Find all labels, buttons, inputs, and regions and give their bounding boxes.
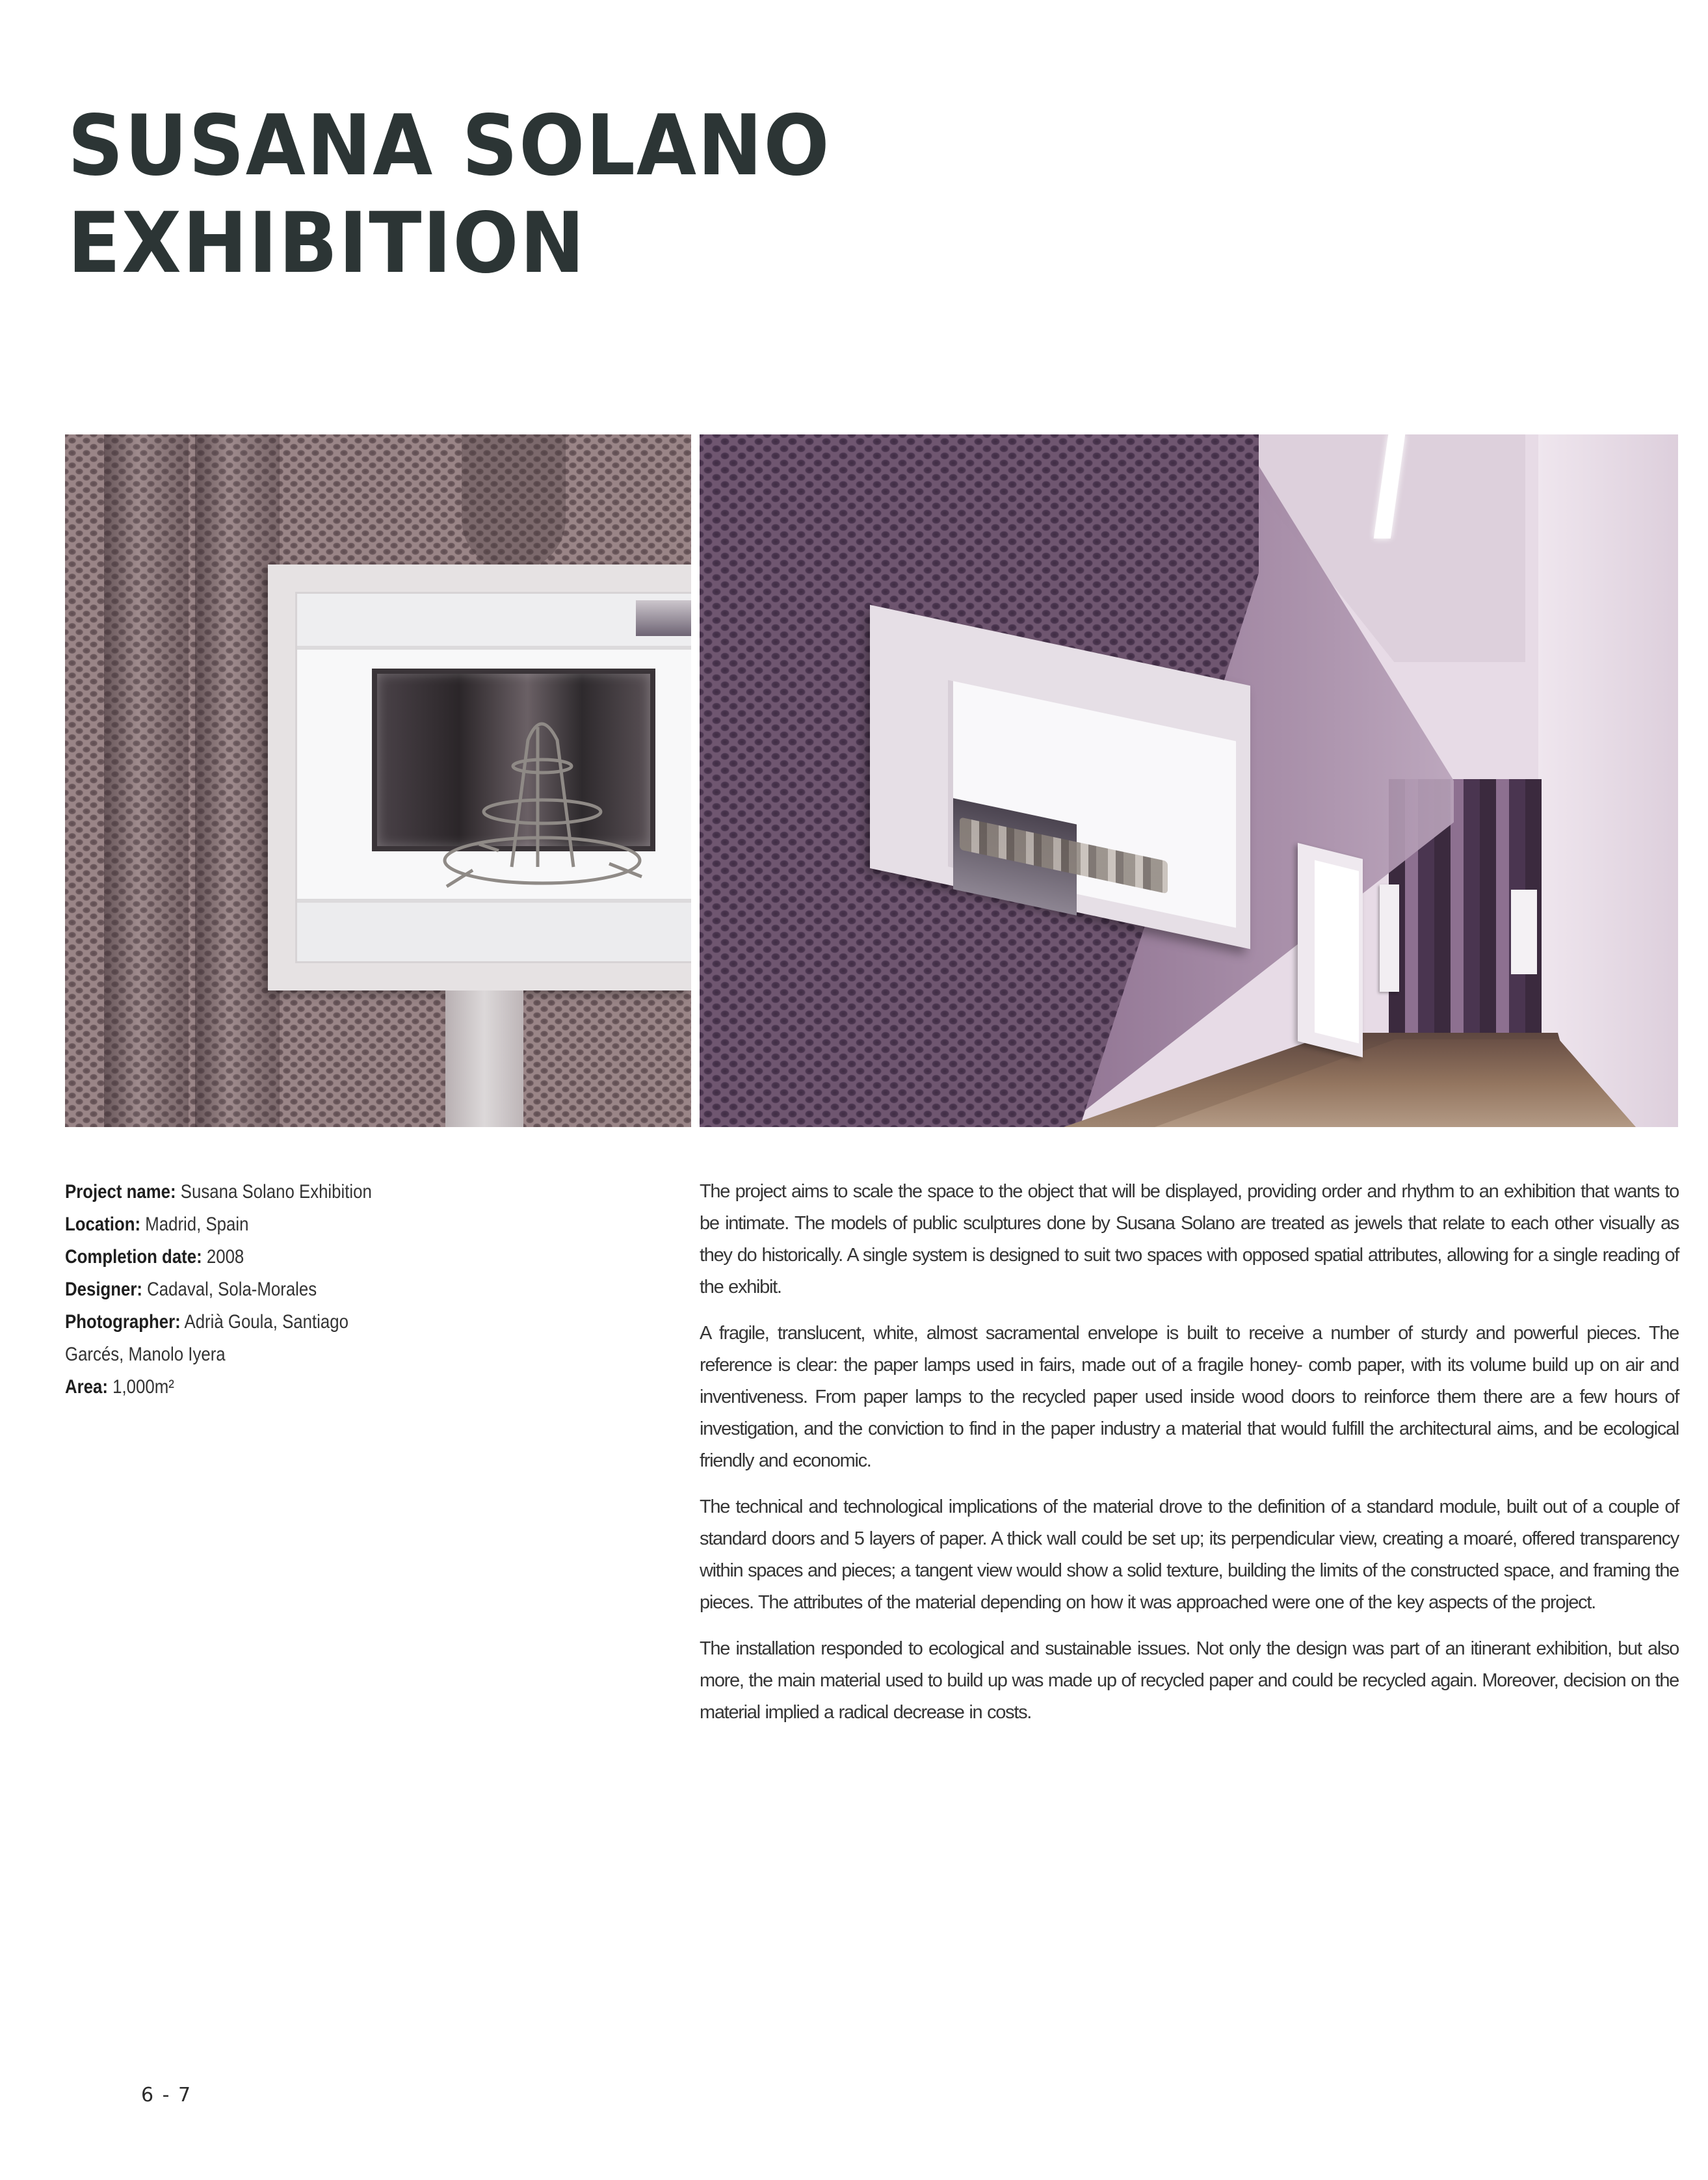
- photo-gallery-corridor: [700, 434, 1678, 1127]
- white-wall: [1538, 434, 1678, 1127]
- display-case: [268, 565, 691, 990]
- title-line-1: SUSANA SOLANO: [68, 98, 831, 194]
- display-case-distant: [1380, 884, 1399, 992]
- paragraph: The installation responded to ecological and sustainable issues. Not only the design was part of an itinerant exhibition, but also more, the main material used to build up was made up of recycled paper and could be recycled again. Moreover, decision on the material implied a radical decrease in costs.: [700, 1638, 1679, 1723]
- display-case-mid: [1298, 843, 1363, 1057]
- credit-area: Area: 1,000m²: [65, 1376, 174, 1398]
- page-number: 6 - 7: [141, 2084, 192, 2107]
- credit-location: Location: Madrid, Spain: [65, 1214, 249, 1235]
- display-case-interior: [948, 680, 1236, 928]
- credit-designer: Designer: Cadaval, Sola-Morales: [65, 1279, 317, 1300]
- honeycomb-fold: [104, 434, 189, 1127]
- display-case-interior: [295, 592, 691, 963]
- honeycomb-fold: [195, 434, 280, 1127]
- project-credits: [65, 1176, 481, 1403]
- label-thumbnail: [636, 600, 691, 636]
- credit-photographer: Photographer: Adrià Goula, Santiago: [65, 1311, 348, 1333]
- wire-sculpture-icon: [434, 701, 648, 896]
- page-title: [68, 98, 830, 293]
- credit-project-name: Project name: Susana Solano Exhibition: [65, 1181, 372, 1203]
- credit-completion-date: Completion date: 2008: [65, 1246, 244, 1268]
- lower-shelf: [297, 899, 691, 961]
- title-line-2: EXHIBITION: [68, 195, 586, 292]
- project-description: [700, 1176, 1679, 1743]
- far-display-case: [1511, 890, 1537, 974]
- paragraph: A fragile, translucent, white, almost sacramental envelope is built to receive a number of sturdy and powerful pieces. The reference is clear: the paper lamps used in fairs, made out of a fragile honey- comb paper, with its volume build up on air and inventiveness. From paper lamps to the recycled paper used inside wood doors to reinforce them there are a few hours of investigation, and the conviction to find in the paper industry a material that would fulfill the architectural aims, and be ecological friendly and economic.: [700, 1323, 1679, 1471]
- paragraph: The technical and technological implications of the material drove to the definition of a standard module, built out of a couple of standard doors and 5 layers of paper. A thick wall could be set up; its perpendicular view, creating a moaré, offered transparency within spaces and pieces; a tangent view would show a solid texture, building the limits of the constructed space, and framing the pieces. The attributes of the material depending on how it was approached were one of the key aspects of the project.: [700, 1496, 1679, 1613]
- paragraph: The project aims to scale the space to the object that will be displayed, providing order and rhythm to an exhibition that wants to be intimate. The models of public sculptures done by Susana Solano are treated as jewels that relate to each other visually as they do historically. A single system is designed to suit two spaces with opposed spatial attributes, allowing for a single reading of the exhibit.: [700, 1181, 1679, 1297]
- photo-display-case: [65, 434, 691, 1127]
- support-post: [445, 990, 523, 1127]
- credit-photographer-continued: Garcés, Manolo Iyera: [65, 1344, 226, 1365]
- honeycomb-arch: [462, 434, 566, 571]
- upper-shelf: [297, 594, 691, 650]
